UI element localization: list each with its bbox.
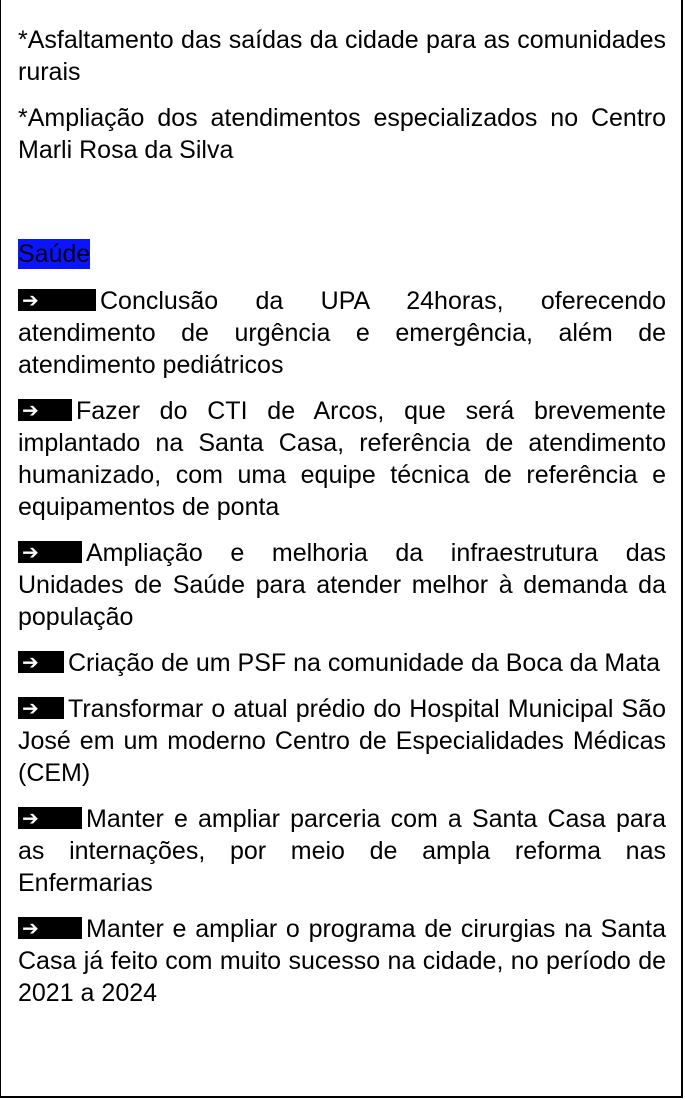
bullet-item-text: Manter e ampliar parceria com a Santa Casa para as internações, por meio de ampla reforma nas Enfermarias [18,805,666,897]
right-arrow-icon: ➔ [18,399,72,421]
document-content [18,24,666,1023]
right-arrow-icon: ➔ [18,541,82,563]
bullet-item-text: Manter e ampliar o programa de cirurgias na Santa Casa já feito com muito sucesso na cidade, no período de 2021 a 2024 [18,915,666,1007]
right-arrow-icon: ➔ [18,289,96,311]
section-title-saude: Saúde [18,240,91,268]
bullet-item-text: Transformar o atual prédio do Hospital Municipal São José em um moderno Centro de Especialidades Médicas (CEM) [18,695,666,787]
right-arrow-icon: ➔ [18,917,82,939]
bullet-item-text: Ampliação e melhoria da infraestrutura das Unidades de Saúde para atender melhor à demanda da população [18,539,666,631]
right-arrow-icon: ➔ [18,807,82,829]
bullet-item-text: Conclusão da UPA 24horas, oferecendo atendimento de urgência e emergência, além de atendimento pediátricos [18,287,666,379]
intro-item: *Asfaltamento das saídas da cidade para as comunidades rurais [18,26,666,86]
intro-item: *Ampliação dos atendimentos especializados no Centro Marli Rosa da Silva [18,104,666,164]
section-spacer [18,180,666,238]
bullet-item [18,803,666,899]
bullet-item [18,647,666,679]
bullet-item-text: Criação de um PSF na comunidade da Boca da Mata [68,649,661,677]
right-arrow-icon: ➔ [18,651,64,673]
bullet-item-text: Fazer do CTI de Arcos, que será brevemente implantado na Santa Casa, referência de atendimento humanizado, com uma equipe técnica de referência e equipamentos de ponta [18,397,666,521]
bullet-item [18,285,666,381]
bullet-item [18,537,666,633]
bullet-item [18,913,666,1009]
right-arrow-icon: ➔ [18,697,64,719]
bullet-item [18,693,666,789]
bullet-item [18,395,666,523]
